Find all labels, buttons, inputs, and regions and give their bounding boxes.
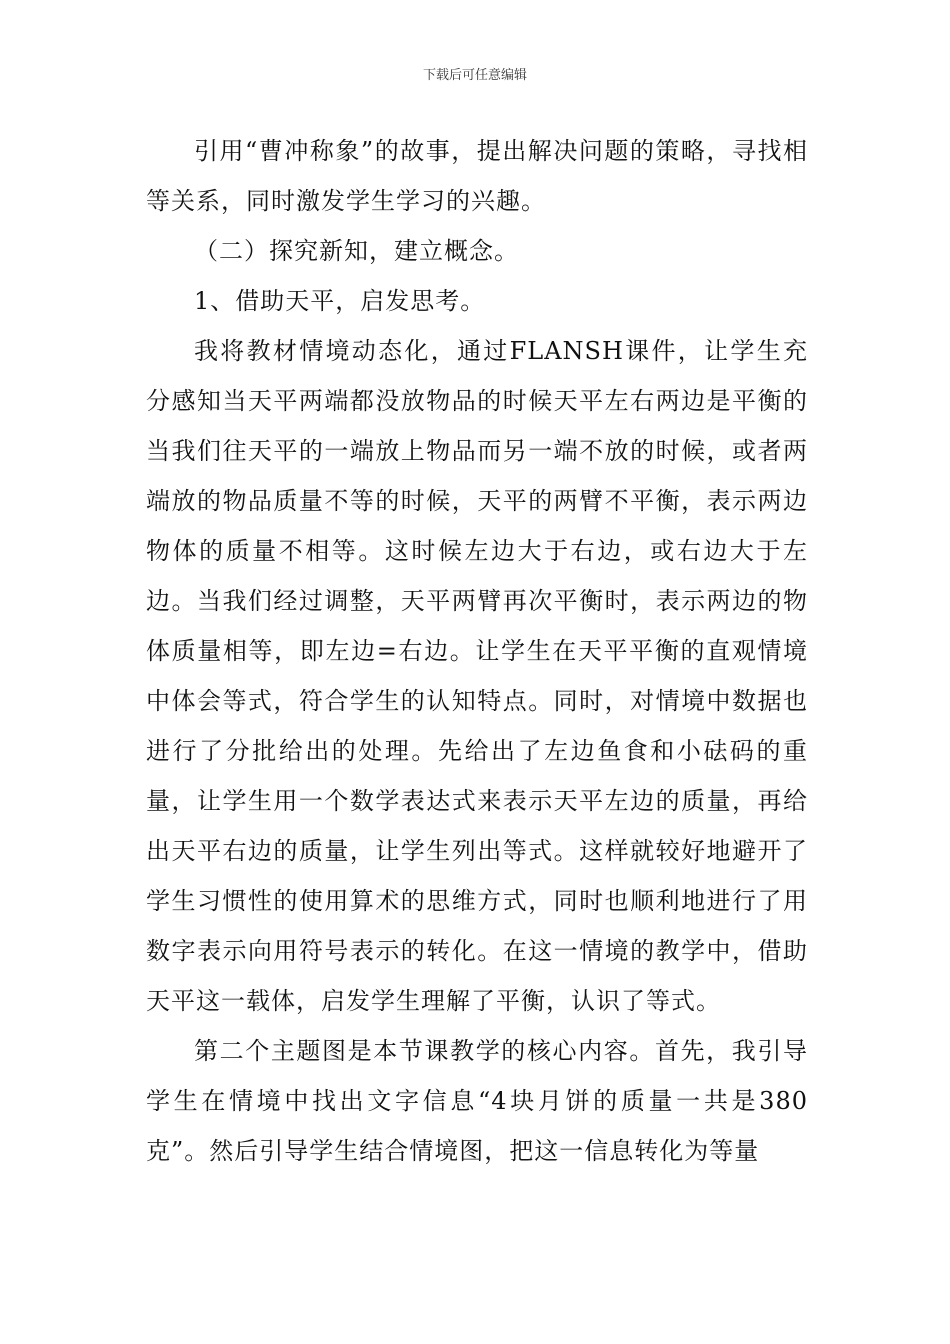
paragraph-story-intro: 引用“曹冲称象”的故事，提出解决问题的策略，寻找相等关系，同时激发学生学习的兴趣。 xyxy=(146,137,808,215)
paragraph-second-theme: 第二个主题图是本节课教学的核心内容。首先，我引导学生在情境中找出文字信息“4块月饼的质量一共是380克”。然后引导学生结合情境图，把这一信息转化为等量 xyxy=(146,1037,808,1165)
subsection-heading-balance: 1、借助天平，启发思考。 xyxy=(194,287,486,315)
page-header: 下载后可任意编辑 xyxy=(422,68,527,83)
document-body xyxy=(146,126,808,1176)
paragraph-balance-teaching: 我将教材情境动态化，通过FLANSH课件，让学生充分感知当天平两端都没放物品的时候天平左右两边是平衡的当我们往天平的一端放上物品而另一端不放的时候，或者两端放的物品质量不等的时候，天平的两臂不平衡，表示两边物体的质量不相等。这时候左边大于右边，或右边大于左边。当我们经过调整，天平两臂再次平衡时，表示两边的物体质量相等，即左边=右边。让学生在天平平衡的直观情境中体会等式，符合学生的认知特点。同时，对情境中数据也进行了分批给出的处理。先给出了左边鱼食和小砝码的重量，让学生用一个数学表达式来表示天平左边的质量，再给出天平右边的质量，让学生列出等式。这样就较好地避开了学生习惯性的使用算术的思维方式，同时也顺利地进行了用数字表示向用符号表示的转化。在这一情境的教学中，借助天平这一载体，启发学生理解了平衡，认识了等式。 xyxy=(146,337,808,1015)
section-heading-explore: （二）探究新知，建立概念。 xyxy=(194,237,519,265)
